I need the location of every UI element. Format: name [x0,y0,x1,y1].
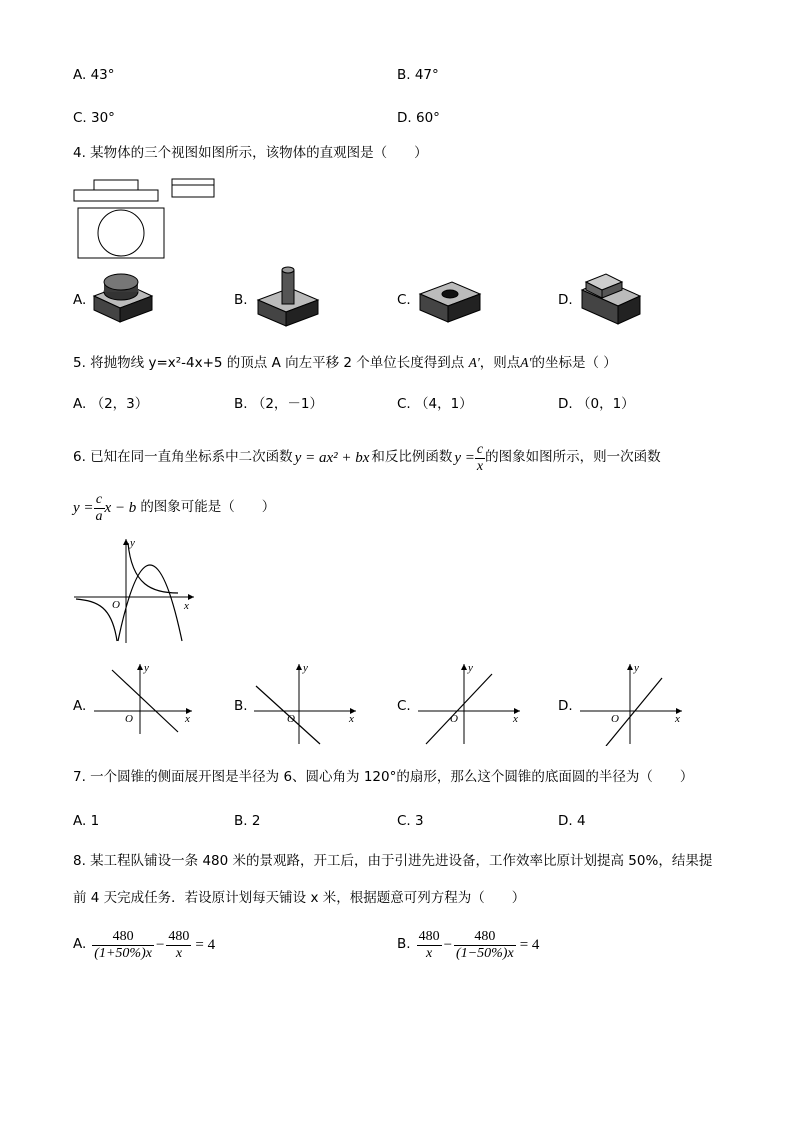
q5-point-a-prime: A′ [468,355,480,370]
q8-option-a: A. $\frac{480}{(1+50\%)x}$ − $\frac{480}{x}$ = 4 [73,928,216,961]
q6-option-d-graph [578,660,686,746]
q5-option-c: C. （4，1） [397,396,473,412]
svg-text:y: y [634,662,639,674]
svg-text:x: x [349,713,354,725]
svg-text:y: y [468,662,473,674]
svg-text:O: O [611,713,619,725]
q8-stem-line2: 前 4 天完成任务．若设原计划每天铺设 x 米，根据题意可列方程为（ ） [73,890,526,906]
q6-option-b-label: B. [234,698,248,714]
q4-option-a-label: A. [73,292,87,308]
q3-option-a: A. 43° [73,67,115,83]
q8-option-b-fraction-2: $\frac{480}{(1-50\%)x}$ [456,928,514,961]
q3-option-c: C. 30° [73,110,115,126]
q4-option-a-solid-icon [90,270,156,326]
q6-option-b-graph [252,660,360,746]
q7-option-c: C. 3 [397,813,424,829]
svg-text:O: O [125,713,133,725]
q7-stem: 7. 一个圆锥的侧面展开图是半径为 6、圆心角为 120°的扇形，那么这个圆锥的底面圆的半径为（ ） [73,769,694,785]
svg-text:y: y [303,662,308,674]
svg-text:O: O [450,713,458,725]
q5-option-a: A. （2，3） [73,396,149,412]
q8-stem-line1: 8. 某工程队铺设一条 480 米的景观路，开工后，由于引进先进设备，工作效率比原计划提高 50%，结果提 [73,853,713,869]
svg-text:x: x [185,713,190,725]
svg-text:O: O [287,713,295,725]
q6-option-c-label: C. [397,698,411,714]
q4-option-b-solid-icon [254,264,322,330]
q6-axis-y-label: y [130,537,135,549]
q6-option-a-label: A. [73,698,87,714]
q6-option-c-graph [416,660,524,746]
svg-text:x: x [513,713,518,725]
q3-option-b: B. 47° [397,67,439,83]
q5-stem: 5. 将抛物线 y=x²-4x+5 的顶点 A 向左平移 2 个单位长度得到点 A′，则点A′的坐标是（ ） [73,355,617,371]
q6-reciprocal-fraction: $\frac{c}{x}$ [476,441,484,474]
q8-option-b-fraction-1: $\frac{480}{x}$ [418,928,440,961]
q7-option-a: A. 1 [73,813,100,829]
q6-option-d-label: D. [558,698,573,714]
q4-option-c-label: C. [397,292,411,308]
q5-point-a-prime: A′ [520,355,532,370]
svg-text:y: y [144,662,149,674]
q5-option-b: B. （2，－1） [234,396,324,412]
q4-stem: 4. 某物体的三个视图如图所示，该物体的直观图是（ ） [73,145,428,161]
q6-option-a-graph [92,660,196,736]
q6-axis-x-label: x [184,600,189,612]
q6-quadratic-function: y = ax² + bx [294,449,370,466]
q5-option-d: D. （0，1） [558,396,635,412]
q6-stem-line2: y = $\frac{c}{a}$ x − b 的图象可能是（ ） [73,491,276,524]
q6-function-graph [72,535,200,645]
q4-option-b-label: B. [234,292,248,308]
q8-option-b: B. $\frac{480}{x}$ − $\frac{480}{(1-50\%)x}$ = 4 [397,928,540,961]
q7-option-b: B. 2 [234,813,261,829]
q8-option-a-fraction-1: $\frac{480}{(1+50\%)x}$ [94,928,152,961]
svg-text:x: x [675,713,680,725]
q8-option-a-fraction-2: $\frac{480}{x}$ [168,928,190,961]
q4-option-c-solid-icon [416,274,484,326]
q3-option-d: D. 60° [397,110,440,126]
q7-option-d: D. 4 [558,813,586,829]
q4-option-d-solid-icon [578,268,646,328]
q4-three-views-figure [72,176,220,260]
q6-origin-label: O [112,599,120,611]
q6-linear-fraction: $\frac{c}{a}$ [95,491,103,524]
q4-option-d-label: D. [558,292,573,308]
q6-stem-line1: 6. 已知在同一直角坐标系中二次函数 y = ax² + bx 和反比例函数 y = $\frac{c}{x}$ 的图象如图所示，则一次函数 [73,441,661,474]
